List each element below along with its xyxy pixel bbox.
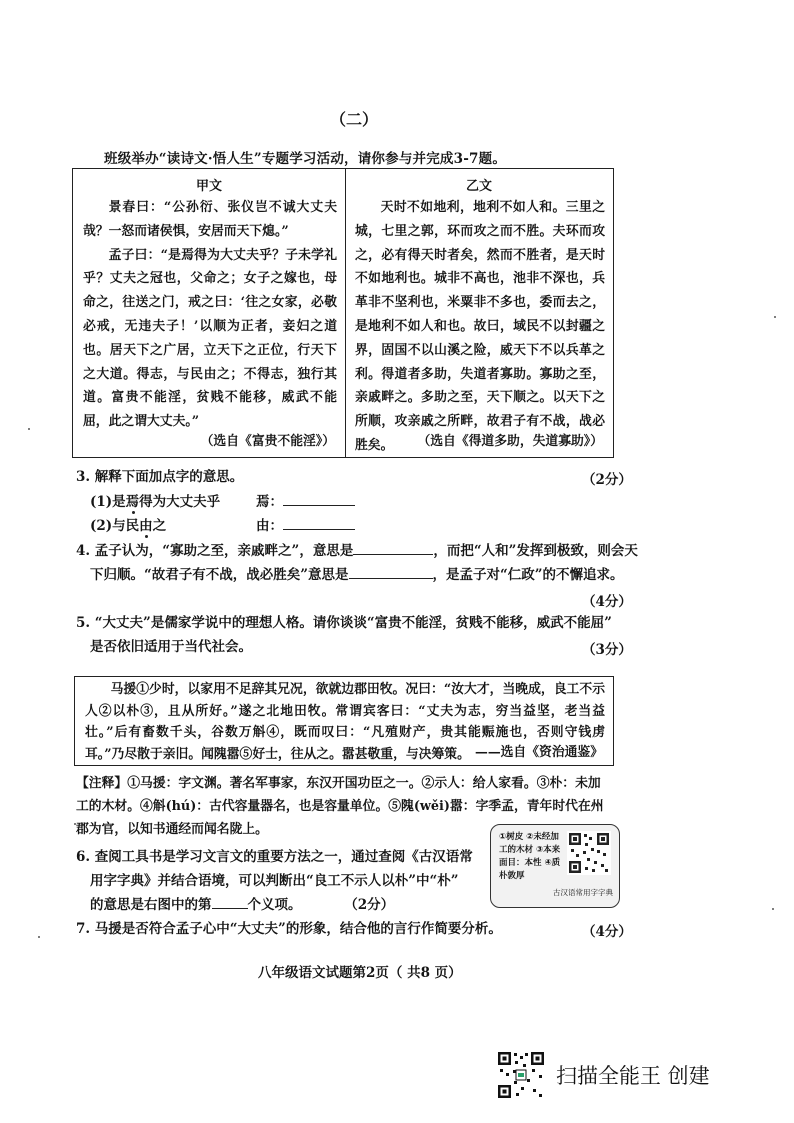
qr-code-icon xyxy=(567,831,611,875)
item-2-suffix: 之 xyxy=(152,518,167,534)
q6-text: 的意思是右图中的第 xyxy=(90,897,212,913)
item-2-prefix: (2)与民 xyxy=(90,518,140,534)
passage-c-source: ——选自《资治通鉴》 xyxy=(475,744,603,760)
section-title: （二） xyxy=(330,110,379,129)
question-3-answer-1 xyxy=(256,490,355,514)
dotted-char: 由 xyxy=(139,518,153,534)
question-6-line-1: 6. 查阅工具书是学习文言文的重要方法之一，通过查阅《古汉语常 xyxy=(76,849,473,865)
scan-speck xyxy=(38,936,40,938)
question-4-line-1 xyxy=(76,539,638,563)
scan-speck xyxy=(74,823,76,825)
passage-a-column xyxy=(73,169,346,457)
q4-text: 下归顺。“故君子有不战，战必胜矣”意思是 xyxy=(90,567,349,583)
answer-1-blank[interactable] xyxy=(283,491,355,506)
qr-code-icon xyxy=(497,1051,545,1099)
question-5-points: （3分） xyxy=(582,642,632,658)
passage-b-column xyxy=(345,169,613,457)
question-3-answer-2 xyxy=(256,514,355,538)
question-4-points: （4分） xyxy=(582,594,632,610)
question-6-points: （2分） xyxy=(344,897,395,913)
dictionary-caption: 古汉语常用字字典 xyxy=(553,888,613,897)
passage-comparison-table xyxy=(72,168,614,458)
question-6-line-3 xyxy=(90,893,394,917)
q4-text: ，而把“人和”发挥到极致，则会天 xyxy=(433,543,638,559)
item-1-prefix: (1)是 xyxy=(90,494,126,510)
q4-text: ，是孟子对“仁政”的不懈追求。 xyxy=(432,567,624,583)
scan-speck xyxy=(28,428,30,430)
item-1-suffix: 得为大丈夫乎 xyxy=(139,494,221,510)
q6-blank[interactable] xyxy=(212,894,248,909)
passage-b-body xyxy=(355,196,605,458)
answer-2-blank[interactable] xyxy=(283,515,355,530)
question-3-item-1 xyxy=(90,490,220,514)
passage-c-box xyxy=(74,676,614,766)
page-footer: 八年级语文试题第2页（ 共8 页） xyxy=(258,965,462,981)
question-3-stem: 3. 解释下面加点字的意思。 xyxy=(76,469,244,485)
q4-blank-2[interactable] xyxy=(349,564,433,579)
question-3-points: （2分） xyxy=(582,472,632,488)
dictionary-entry-image xyxy=(490,824,620,908)
passage-a-paragraph: 景春曰：“公孙衍、张仪岂不诚大丈夫哉？一怒而诸侯惧，安居而天下熄。” xyxy=(83,200,337,239)
q4-blank-1[interactable] xyxy=(353,540,433,555)
question-4-line-2 xyxy=(90,563,624,587)
answer-2-label: 由： xyxy=(256,518,283,534)
passage-a-body xyxy=(83,196,337,434)
answer-1-label: 焉： xyxy=(256,494,283,510)
question-3-item-2 xyxy=(90,514,166,538)
question-7: 7. 马援是否符合孟子心中“大丈夫”的形象，结合他的言行作简要分析。 xyxy=(76,921,502,937)
scanner-watermark: 扫描全能王 创建 xyxy=(556,1064,710,1088)
passage-b-heading: 乙文 xyxy=(465,179,492,194)
annotation-notes: 【注释】①马援：字文渊。著名军事家，东汉开国功臣之一。②示人：给人家看。③朴：未加工的木材。④斛(hú)：古代容量器名，也是容量单位。⑤隗(wěi)嚣：字季孟，青年时代在州郡为官，以知书通经而闻名陇上。 xyxy=(76,776,604,837)
question-5-line-1: 5. “大丈夫”是儒家学说中的理想人格。请你谈谈“富贵不能淫，贫贱不能移，威武不能屈” xyxy=(76,615,612,631)
question-5-line-2: 是否依旧适用于当代社会。 xyxy=(90,639,252,655)
passage-b-paragraph: 天时不如地利，地利不如人和。三里之城，七里之郭，环而攻之而不胜。夫环而攻之，必有得天时者矣，然而不胜者，是天时不如地利也。城非不高也，池非不深也，兵革非不坚利也，米粟非不多也，委而去之，是地利不如人和也。故曰，域民不以封疆之界，固国不以山溪之险，威天下不以兵革之利。得道者多助，失道者寡助。寡助之至，亲戚畔之。多助之至，天下顺之。以天下之所顺，攻亲戚之所畔，故君子有不战，战必胜矣。 xyxy=(355,200,605,453)
section-intro: 班级举办“读诗文·悟人生”专题学习活动，请你参与并完成3-7题。 xyxy=(104,151,507,167)
scan-speck xyxy=(774,316,776,318)
question-7-points: （4分） xyxy=(582,924,632,940)
dotted-char: 焉 xyxy=(125,494,140,510)
passage-a-source: （选自《富贵不能淫》） xyxy=(200,434,335,449)
passage-a-heading: 甲文 xyxy=(195,179,222,194)
passage-a-paragraph: 孟子曰：“是焉得为大丈夫乎？子未学礼乎？丈夫之冠也，父命之；女子之嫁也，母命之，往送之门，戒之曰：‘往之女家，必敬必戒，无违夫子！’以顺为正者，妾妇之道也。居天下之广居，立天下之正位，行天下之大道。得志，与民由之；不得志，独行其道。富贵不能淫，贫贱不能移，威武不能屈，此之谓大丈夫。” xyxy=(83,247,337,430)
passage-c-text: 马援①少时，以家用不足辞其兄况，欲就边郡田牧。况曰：“汝大才，当晚成，良工不示人②以朴③，且从所好。”遂之北地田牧。常谓宾客曰：“丈夫为志，穷当益坚，老当益壮。”后有畜数千头，谷数万斛④，既而叹曰：“凡殖财产，贵其能赈施也，否则守钱虏耳。”乃尽散于亲旧。闻隗嚣⑤好士，往从之。嚣甚敬重，与决筹策。 xyxy=(85,682,605,762)
q4-text: 4. 孟子认为，“寡助之至，亲戚畔之”，意思是 xyxy=(76,543,354,559)
question-6-line-2: 用字字典》并结合语境，可以判断出“良工不示人以朴”中“朴” xyxy=(90,873,459,889)
passage-b-source: （选自《得道多助，失道寡助》） xyxy=(417,434,603,449)
q6-text: 个义项。 xyxy=(247,897,302,913)
scan-speck xyxy=(772,908,774,910)
dictionary-entry-text: ①树皮 ②未经加工的木材 ③本来面目：本性 ④质朴敦厚 xyxy=(499,832,561,881)
